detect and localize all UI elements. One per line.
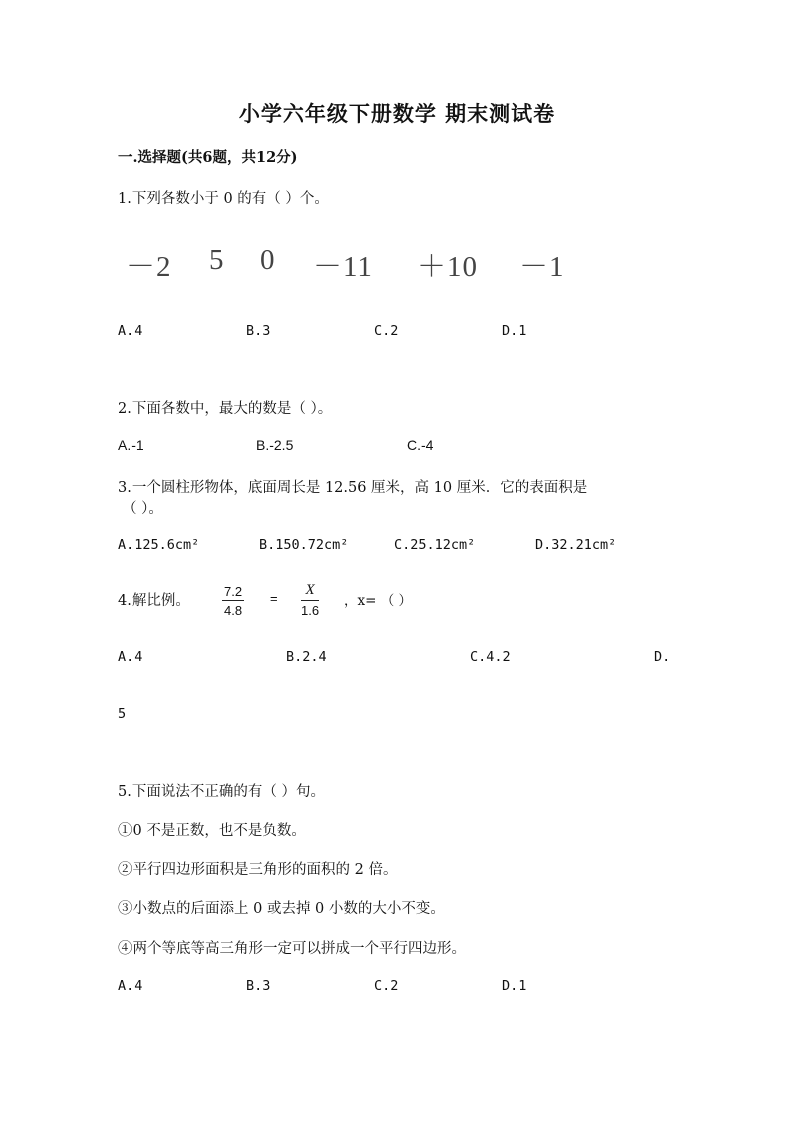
q4-left-denominator: 4.8 (222, 600, 244, 618)
q2-option-b: B.-2.5 (256, 437, 294, 453)
q3-option-d: D.32.21cm² (535, 537, 617, 553)
q5-statement-1: ①0 不是正数，也不是负数。 (118, 823, 306, 839)
q4-right-denominator: 1.6 (301, 600, 319, 618)
q5-option-c: C.2 (374, 978, 399, 994)
q1-number-1: －2 (126, 251, 172, 283)
question-1-text: 1.下列各数小于 0 的有（ ）个。 (118, 191, 329, 207)
q4-right-fraction (301, 582, 319, 618)
q5-option-b: B.3 (246, 978, 271, 994)
section-heading: 一.选择题(共6题，共12分) (118, 149, 298, 166)
q4-tail: ，x= （ ） (344, 593, 413, 609)
q1-number-2: 5 (209, 244, 225, 276)
q4-option-d-value: 5 (118, 706, 127, 722)
q2-option-a: A.-1 (118, 437, 144, 453)
q4-option-b: B.2.4 (286, 649, 327, 665)
q2-option-c: C.-4 (407, 437, 434, 453)
q1-option-b: B.3 (246, 323, 271, 339)
q4-option-d: D. (654, 649, 671, 665)
q1-option-a: A.4 (118, 323, 143, 339)
q4-option-a: A.4 (118, 649, 143, 665)
question-3-line-2: （ ）。 (122, 501, 163, 517)
q4-left-numerator: 7.2 (224, 584, 243, 599)
q1-number-3: 0 (260, 244, 276, 276)
q1-number-6: －1 (519, 251, 565, 283)
question-4-label: 4.解比例。 (118, 593, 190, 609)
q3-option-b: B.150.72cm² (259, 537, 349, 553)
question-3-line-1: 3.一个圆柱形物体，底面周长是 12.56 厘米，高 10 厘米．它的表面积是 (118, 480, 588, 496)
question-2-text: 2.下面各数中，最大的数是（ ）。 (118, 401, 333, 417)
q4-option-c: C.4.2 (470, 649, 511, 665)
q4-equals-sign: = (270, 591, 278, 606)
q4-left-fraction (222, 584, 244, 618)
question-5-text: 5.下面说法不正确的有（ ）句。 (118, 784, 325, 800)
q3-option-c: C.25.12cm² (394, 537, 476, 553)
q5-statement-2: ②平行四边形面积是三角形的面积的 2 倍。 (118, 862, 398, 878)
q1-number-4: －11 (313, 251, 373, 283)
q5-statement-4: ④两个等底等高三角形一定可以拼成一个平行四边形。 (118, 941, 466, 957)
q5-statement-3: ③小数点的后面添上 0 或去掉 0 小数的大小不变。 (118, 901, 445, 917)
q1-option-d: D.1 (502, 323, 527, 339)
q1-number-5: ＋10 (417, 251, 479, 283)
q5-option-d: D.1 (502, 978, 527, 994)
q3-option-a: A.125.6cm² (118, 537, 200, 553)
q4-right-numerator: X (305, 582, 315, 598)
page-title: 小学六年级下册数学 期末测试卷 (238, 101, 556, 126)
q1-option-c: C.2 (374, 323, 399, 339)
q5-option-a: A.4 (118, 978, 143, 994)
